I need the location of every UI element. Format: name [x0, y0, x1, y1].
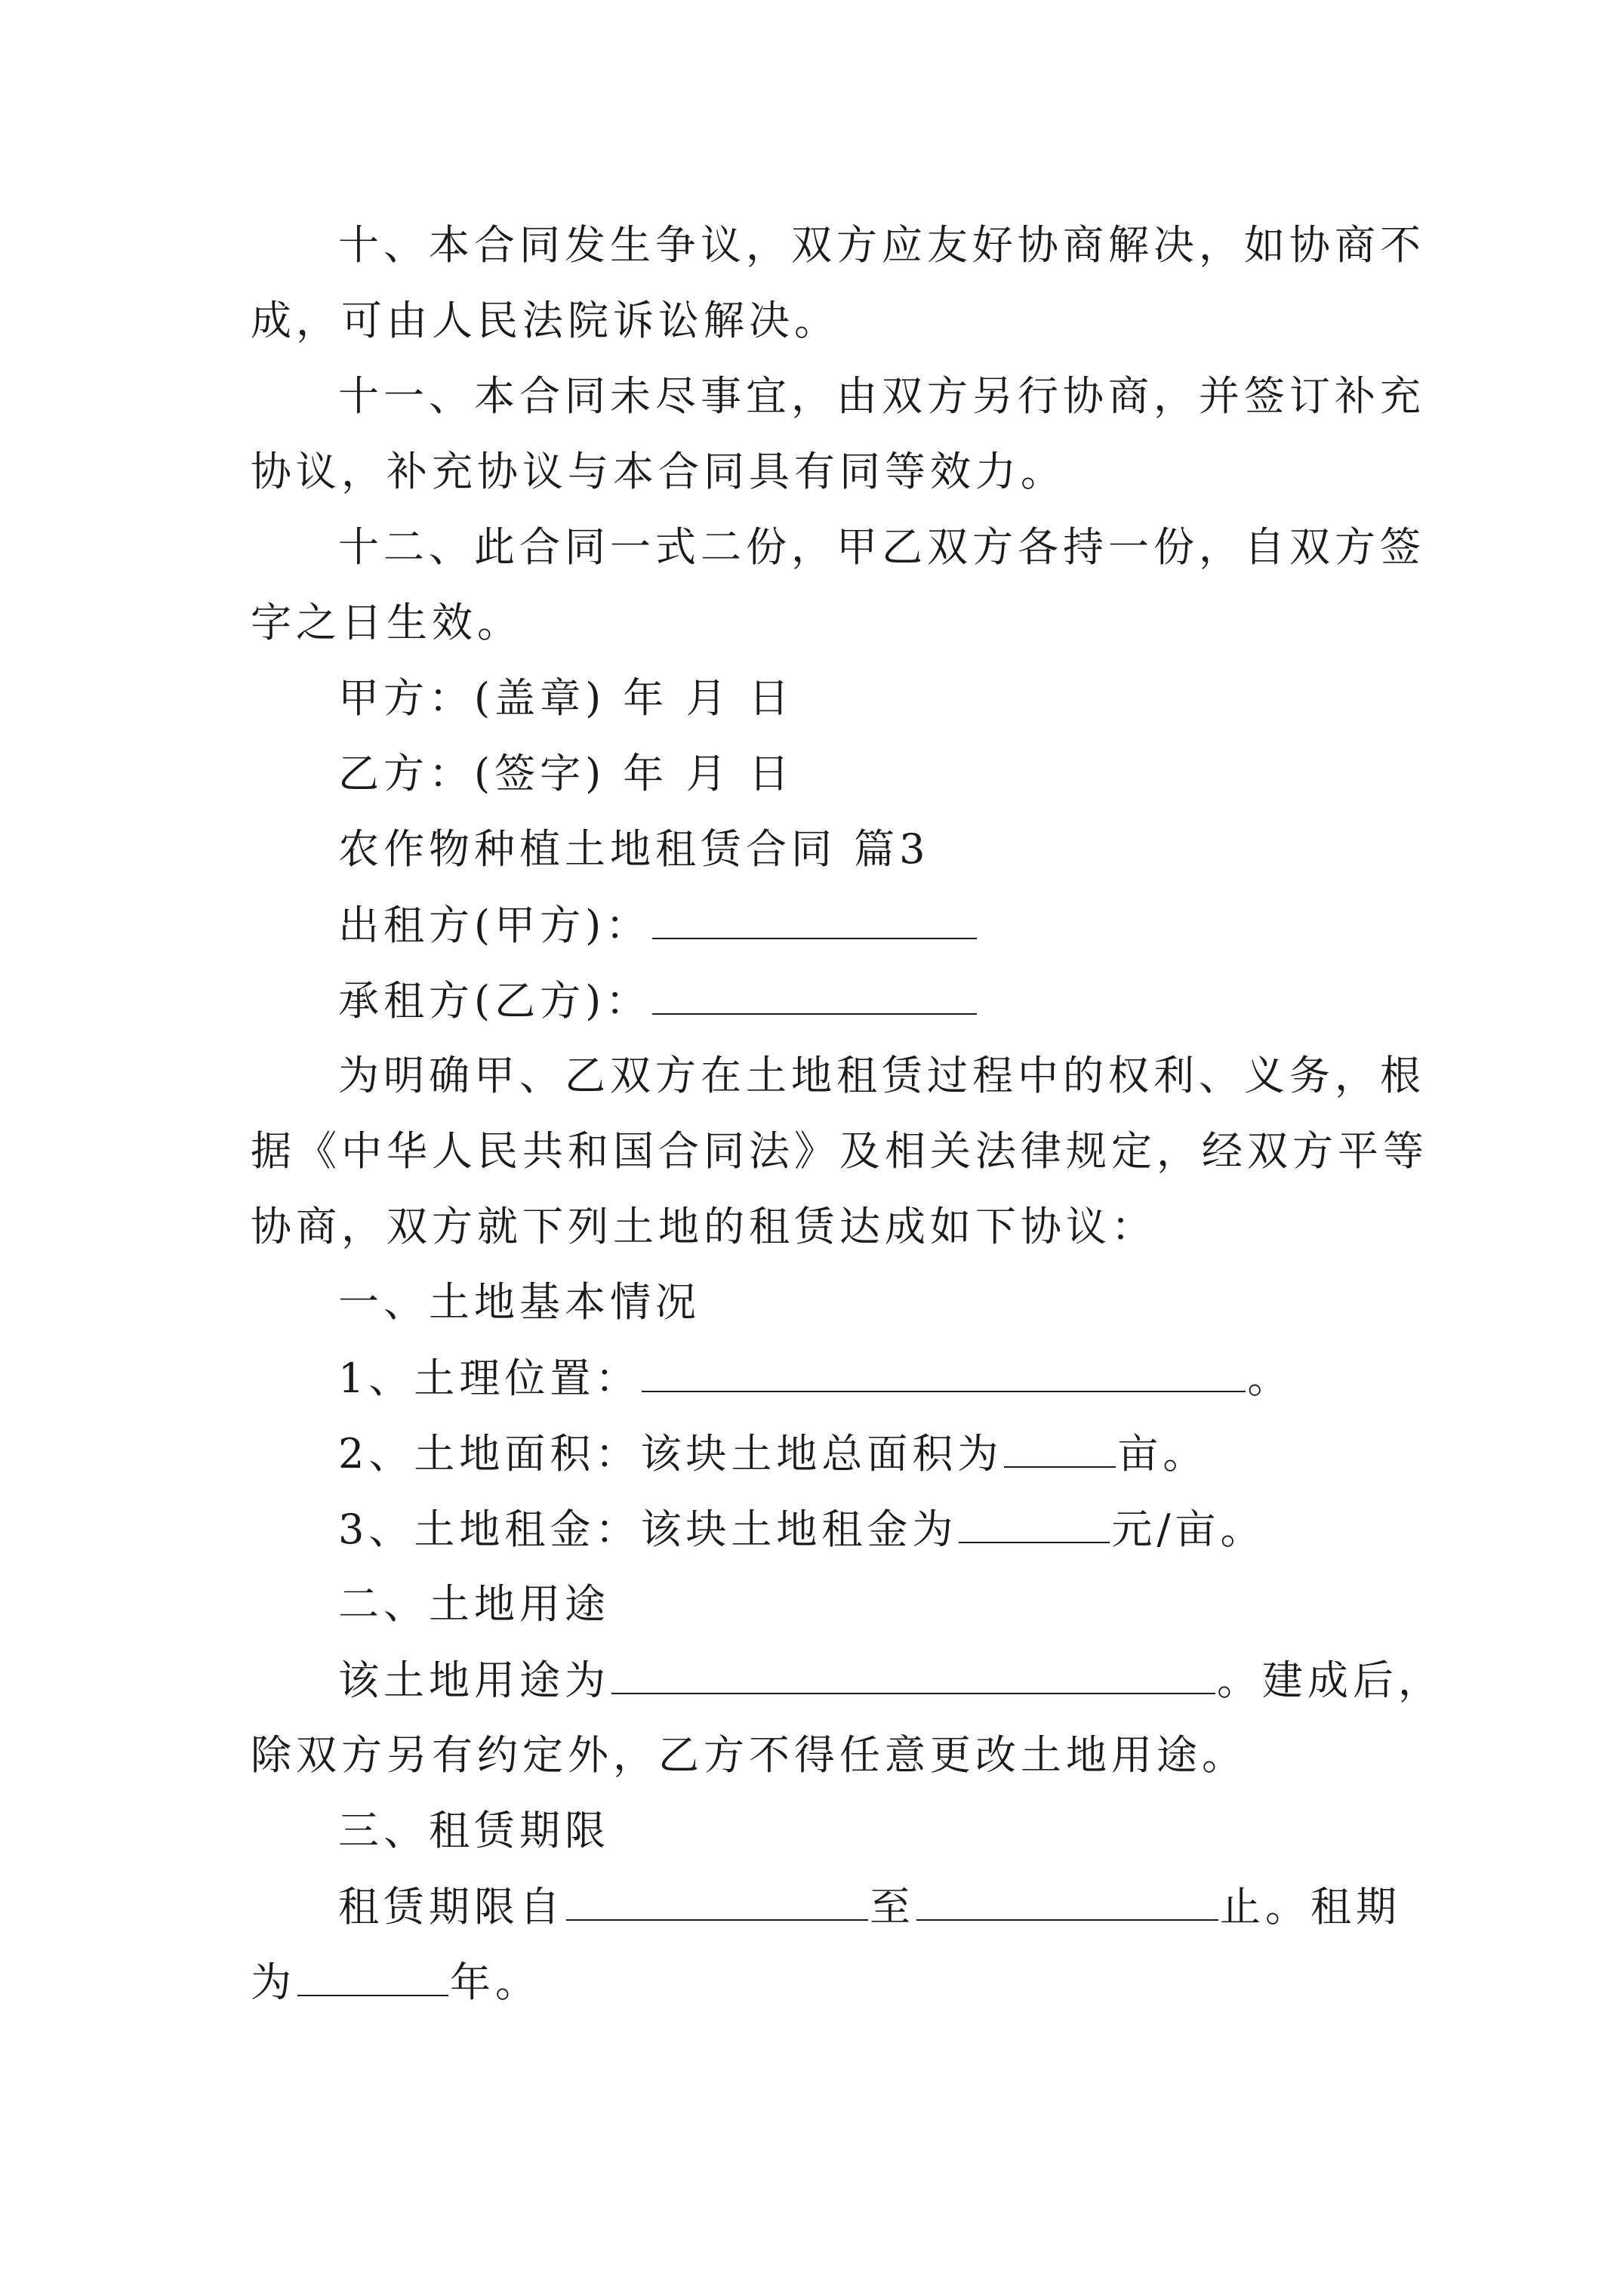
lessee-label: 承租方(乙方)： — [338, 977, 651, 1025]
term-line-1 — [338, 1880, 1401, 1933]
heading-3: 三、租赁期限 — [338, 1807, 610, 1854]
use-end: 。建成后， — [1217, 1657, 1443, 1704]
item-3-line — [338, 1502, 1266, 1555]
term-mid: 至 — [870, 1883, 915, 1931]
item-2-line — [338, 1427, 1208, 1480]
heading-1: 一、土地基本情况 — [338, 1278, 701, 1326]
paragraph-12-line-2: 字之日生效。 — [251, 599, 522, 646]
item-1-label: 1、土理位置： — [338, 1354, 641, 1402]
item-2-end: 亩。 — [1117, 1430, 1209, 1478]
term-line-2 — [251, 1955, 540, 2008]
intro-line-3: 协商，双方就下列土地的租赁达成如下协议： — [251, 1203, 1156, 1250]
party-a-signature: 甲方：(盖章) 年 月 日 — [338, 674, 794, 722]
section-title: 农作物种植土地租赁合同 篇3 — [338, 825, 930, 873]
term-label: 租赁期限自 — [338, 1883, 565, 1931]
paragraph-11-line-2: 协议，补充协议与本合同具有同等效力。 — [251, 448, 1066, 495]
term-years-blank — [297, 1955, 448, 1996]
use-blank — [611, 1653, 1215, 1694]
heading-2: 二、土地用途 — [338, 1580, 610, 1628]
item-1-line — [338, 1351, 1292, 1404]
paragraph-12-line-1: 十二、此合同一式二份，甲乙双方各持一份，自双方签 — [338, 523, 1425, 571]
paragraph-10-line-2: 成，可由人民法院诉讼解决。 — [251, 297, 839, 344]
lessee-blank — [652, 974, 977, 1015]
lessee-line — [338, 974, 978, 1027]
lessor-label: 出租方(甲方)： — [338, 901, 651, 949]
intro-line-1: 为明确甲、乙双方在土地租赁过程中的权利、义务，根 — [338, 1052, 1425, 1099]
item-3-end: 元/亩。 — [1111, 1505, 1266, 1553]
use-label: 该土地用途为 — [338, 1657, 610, 1704]
item-2-blank — [1004, 1427, 1116, 1468]
lessor-line — [338, 898, 978, 951]
party-b-signature: 乙方：(签字) 年 月 日 — [338, 750, 794, 797]
use-line-1 — [338, 1653, 1443, 1706]
term-start-blank — [566, 1880, 868, 1921]
term-end: 止。租期 — [1220, 1883, 1401, 1931]
term-line-2-start: 为 — [251, 1959, 296, 2006]
use-line-2: 除双方另有约定外，乙方不得任意更改土地用途。 — [251, 1731, 1247, 1779]
item-1-blank — [642, 1351, 1246, 1392]
paragraph-11-line-1: 十一、本合同未尽事宜，由双方另行协商，并签订补充 — [338, 372, 1425, 420]
lessor-blank — [652, 898, 977, 939]
item-2-label: 2、土地面积：该块土地总面积为 — [338, 1430, 1003, 1478]
item-3-label: 3、土地租金：该块土地租金为 — [338, 1505, 958, 1553]
paragraph-10-line-1: 十、本合同发生争议，双方应友好协商解决，如协商不 — [338, 221, 1425, 269]
item-3-blank — [959, 1502, 1110, 1543]
item-1-end: 。 — [1247, 1354, 1293, 1402]
intro-line-2: 据《中华人民共和国合同法》及相关法律规定，经双方平等 — [251, 1127, 1428, 1175]
term-end-blank — [916, 1880, 1218, 1921]
term-line-2-end: 年。 — [450, 1959, 540, 2006]
